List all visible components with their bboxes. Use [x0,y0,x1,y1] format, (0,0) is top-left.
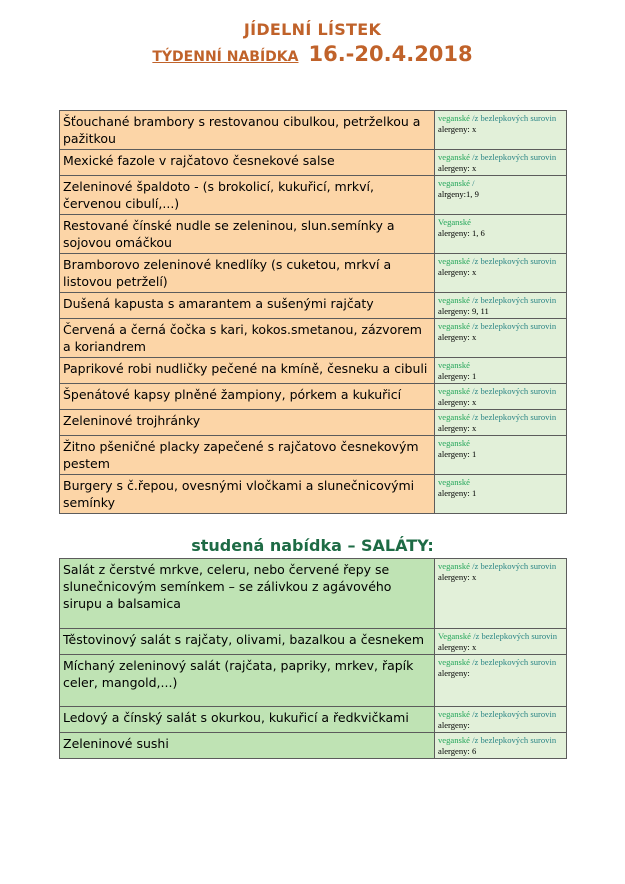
dish-info [435,358,567,384]
hot-menu-table [59,110,567,514]
dish-info [435,707,567,733]
menu-row [60,176,567,215]
gluten-free-label: /z bezlepkových surovin [472,657,557,667]
gluten-free-label: /z bezlepkových surovin [472,152,557,162]
allergens-label: alrgeny:1, 9 [438,188,479,199]
dish-info [435,319,567,358]
dish-name: Červená a černá čočka s kari, kokos.smetanou, zázvorem a koriandrem [60,319,435,358]
gluten-free-label: /z bezlepkových surovin [472,735,557,745]
dish-name: Žitno pšeničné placky zapečené s rajčatovo česnekovým pestem [60,436,435,475]
menu-row [60,655,567,707]
subtitle-text: TÝDENNÍ NABÍDKA [152,49,299,65]
vegan-label: veganské [438,477,470,487]
allergens-label: alergeny: [438,719,470,730]
page-title: JÍDELNÍ LÍSTEK [243,20,382,39]
menu-row [60,254,567,293]
week-subtitle [0,42,625,66]
allergens-label: alergeny: x [438,331,477,342]
dish-name: Šťouchané brambory s restovanou cibulkou, petrželkou a pažitkou [60,111,435,150]
dish-info [435,436,567,475]
vegan-label: veganské [438,709,470,719]
gluten-free-label: / [472,178,475,188]
dish-name: Dušená kapusta s amarantem a sušenými rajčaty [60,293,435,319]
allergens-label: alergeny: 6 [438,745,477,756]
dish-info [435,559,567,629]
dish-name: Salát z čerstvé mrkve, celeru, nebo červené řepy se slunečnicovým semínkem – se zálivkou z agávového sirupu a balsamica [60,559,435,629]
gluten-free-label: /z bezlepkových surovin [472,412,557,422]
menu-row [60,358,567,384]
vegan-label: veganské [438,113,470,123]
vegan-label: veganské [438,256,470,266]
dish-name: Zeleninové trojhránky [60,410,435,436]
gluten-free-label: /z bezlepkových surovin [472,295,557,305]
dish-name: Špenátové kapsy plněné žampiony, pórkem a kukuřicí [60,384,435,410]
vegan-label: veganské [438,735,470,745]
gluten-free-label: /z bezlepkových surovin [472,561,557,571]
dish-info [435,111,567,150]
vegan-label: veganské [438,412,470,422]
dish-name: Zeleninové sushi [60,733,435,759]
menu-row [60,319,567,358]
vegan-label: veganské [438,386,470,396]
cold-menu-table [59,558,567,759]
dish-info [435,176,567,215]
allergens-label: alergeny: x [438,123,477,134]
menu-row [60,215,567,254]
menu-row [60,707,567,733]
vegan-label: veganské [438,657,470,667]
vegan-label: Veganské [438,631,471,641]
allergens-label: alergeny: x [438,396,477,407]
allergens-label: alergeny: x [438,162,477,173]
menu-row [60,410,567,436]
vegan-label: veganské [438,152,470,162]
allergens-label: alergeny: x [438,571,477,582]
dish-info [435,293,567,319]
dish-name: Míchaný zeleninový salát (rajčata, papriky, mrkev, řapík celer, mangold,...) [60,655,435,707]
allergens-label: alergeny: x [438,266,477,277]
dish-info [435,215,567,254]
cold-section-title: studená nabídka – SALÁTY: [191,536,434,555]
allergens-label: alergeny: 1, 6 [438,227,485,238]
menu-row [60,150,567,176]
dish-info [435,150,567,176]
vegan-label: veganské [438,295,470,305]
vegan-label: veganské [438,360,470,370]
dish-name: Paprikové robi nudličky pečené na kmíně, česneku a cibuli [60,358,435,384]
dish-info [435,629,567,655]
dish-info [435,475,567,514]
allergens-label: alergeny: 1 [438,448,477,459]
gluten-free-label: /z bezlepkových surovin [472,321,557,331]
dish-info [435,384,567,410]
dish-info [435,254,567,293]
menu-row [60,629,567,655]
menu-row [60,436,567,475]
gluten-free-label: /z bezlepkových surovin [472,256,557,266]
dish-name: Mexické fazole v rajčatovo česnekové salse [60,150,435,176]
dish-info [435,733,567,759]
allergens-label: alergeny: x [438,422,477,433]
vegan-label: veganské [438,321,470,331]
menu-row [60,733,567,759]
menu-row [60,559,567,629]
dish-name: Těstovinový salát s rajčaty, olivami, bazalkou a česnekem [60,629,435,655]
vegan-label: veganské [438,438,470,448]
allergens-label: alergeny: 1 [438,370,477,381]
menu-row [60,384,567,410]
allergens-label: alergeny: 9, 11 [438,305,489,316]
vegan-label: Veganské [438,217,471,227]
gluten-free-label: /z bezlepkových surovin [473,631,558,641]
allergens-label: alergeny: [438,667,470,678]
dish-name: Zeleninové špaldoto - (s brokolicí, kukuřicí, mrkví, červenou cibulí,...) [60,176,435,215]
gluten-free-label: /z bezlepkových surovin [472,386,557,396]
allergens-label: alergeny: 1 [438,487,477,498]
date-range: 16.-20.4.2018 [308,42,473,66]
dish-name: Bramborovo zeleninové knedlíky (s cuketou, mrkví a listovou petrželí) [60,254,435,293]
dish-info [435,410,567,436]
gluten-free-label: /z bezlepkových surovin [472,709,557,719]
menu-row [60,475,567,514]
dish-name: Restované čínské nudle se zeleninou, slun.semínky a sojovou omáčkou [60,215,435,254]
dish-name: Burgery s č.řepou, ovesnými vločkami a slunečnicovými semínky [60,475,435,514]
gluten-free-label: /z bezlepkových surovin [472,113,557,123]
dish-info [435,655,567,707]
vegan-label: veganské [438,561,470,571]
allergens-label: alergeny: x [438,641,477,652]
vegan-label: veganské [438,178,470,188]
menu-row [60,111,567,150]
dish-name: Ledový a čínský salát s okurkou, kukuřicí a ředkvičkami [60,707,435,733]
menu-row [60,293,567,319]
